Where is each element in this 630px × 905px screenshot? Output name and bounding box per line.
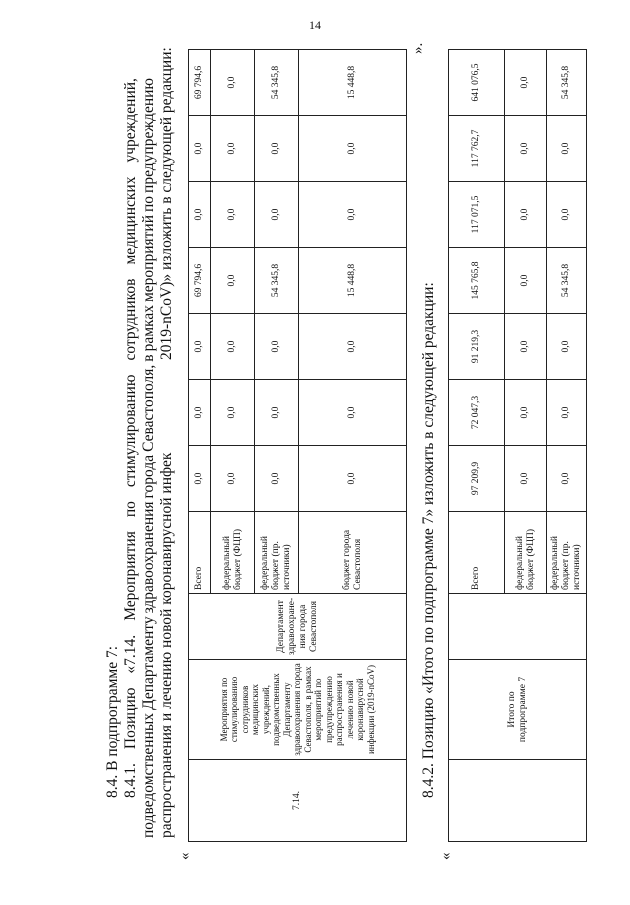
value-cell: 0,0 [255, 380, 299, 446]
value-cell: 0,0 [505, 314, 547, 380]
value-cell: 117 762,7 [449, 116, 505, 182]
value-cell: 0,0 [189, 380, 211, 446]
row-number: 7.14. [189, 760, 407, 842]
table-event-7-14 [188, 49, 407, 842]
word: «7.14. [122, 634, 139, 674]
item-8-4-1-line2 [140, 78, 158, 838]
value-cell: 145 765,8 [449, 248, 505, 314]
value-cell: 0,0 [211, 380, 255, 446]
executor: Департамент здравоохране-ния города Севастополя [189, 594, 407, 660]
value-cell: 0,0 [505, 446, 547, 512]
item-8-4-1-line1 [122, 78, 140, 798]
section-8-4-2-heading: 8.4.2. Позицию «Итого по подпрограмме 7» изложить в следующей редакции: [420, 282, 437, 798]
value-cell: 0,0 [189, 116, 211, 182]
word: сотрудников [122, 278, 139, 361]
value-cell: 0,0 [299, 314, 407, 380]
value-cell: 0,0 [505, 116, 547, 182]
value-cell: 54 345,8 [255, 50, 299, 116]
value-cell: 69 794,6 [189, 248, 211, 314]
value-cell: 15 448,8 [299, 50, 407, 116]
item-8-4-1-line3-left: распространения и лечению новой коронавирусной инфек [158, 452, 175, 838]
value-cell: 91 219,3 [449, 314, 505, 380]
source: федеральный бюджет (пр. источники) [255, 512, 299, 594]
word: Мероприятия [122, 531, 139, 621]
item-number: 8.4.1. [122, 763, 139, 798]
value-cell: 641 076,5 [449, 50, 505, 116]
value-cell: 0,0 [505, 380, 547, 446]
value-cell: 117 071,5 [449, 182, 505, 248]
open-quote-1: « [177, 852, 193, 860]
rotated-document-sheet [0, 20, 630, 880]
value-cell: 0,0 [505, 50, 547, 116]
word: по [122, 501, 139, 518]
value-cell: 0,0 [255, 314, 299, 380]
value-cell: 54 345,8 [547, 50, 587, 116]
value-cell: 0,0 [255, 182, 299, 248]
value-cell: 0,0 [255, 446, 299, 512]
value-cell: 97 209,9 [449, 446, 505, 512]
value-cell: 0,0 [189, 314, 211, 380]
value-cell: 0,0 [299, 182, 407, 248]
value-cell: 0,0 [505, 182, 547, 248]
value-cell: 0,0 [211, 50, 255, 116]
value-cell: 0,0 [547, 182, 587, 248]
value-cell: 54 345,8 [547, 248, 587, 314]
close-quote: ». [410, 42, 426, 54]
empty-cell [449, 594, 587, 660]
source: федеральный бюджет (пр. источники) [547, 512, 587, 594]
total-name: Итого по подпрограмме 7 [449, 660, 587, 760]
source: федеральный бюджет (ФЦП) [505, 512, 547, 594]
event-name: Мероприятия по стимулированию сотрудников медицинских учреждений, подведомственных Департаменту здравоохранения города Севастополя, в рамках мероприятий по предупреждению распространения и лечению новой коронавирусной инфекции (2019-nCoV) [189, 660, 407, 760]
open-quote-2: « [438, 852, 454, 860]
word: медицинских [122, 176, 139, 265]
source: бюджет города Севастополя [299, 512, 407, 594]
word: Департаменту [140, 616, 157, 710]
word: стимулированию [122, 374, 139, 488]
value-cell: 0,0 [211, 446, 255, 512]
table-subprogram-7-total [448, 49, 587, 842]
value-cell: 0,0 [547, 446, 587, 512]
value-cell: 0,0 [211, 116, 255, 182]
item-8-4-1-line3-right: 2019-nCoV)» изложить в следующей редакции: [158, 47, 175, 360]
value-cell: 0,0 [299, 446, 407, 512]
source: федеральный бюджет (ФЦП) [211, 512, 255, 594]
word: Позицию [122, 687, 139, 750]
word: предупреждению [140, 78, 157, 193]
source: Всего [189, 512, 211, 594]
word: в [140, 354, 157, 362]
value-cell: 0,0 [211, 314, 255, 380]
value-cell: 0,0 [211, 182, 255, 248]
value-cell: 69 794,6 [189, 50, 211, 116]
word: Севастополя, [140, 364, 157, 452]
value-cell: 15 448,8 [299, 248, 407, 314]
value-cell: 0,0 [547, 116, 587, 182]
empty-cell [449, 760, 587, 842]
word: подведомственных [140, 712, 157, 838]
word: по [140, 195, 157, 212]
word: рамках [140, 305, 157, 352]
value-cell: 0,0 [189, 182, 211, 248]
value-cell: 54 345,8 [255, 248, 299, 314]
value-cell: 0,0 [211, 248, 255, 314]
value-cell: 0,0 [299, 116, 407, 182]
word: учреждений, [122, 78, 139, 163]
word: города [140, 454, 157, 499]
value-cell: 0,0 [189, 446, 211, 512]
word: здравоохранения [140, 501, 157, 614]
section-8-4-heading: 8.4. В подпрограмме 7: [104, 645, 121, 798]
value-cell: 0,0 [547, 380, 587, 446]
value-cell: 0,0 [547, 314, 587, 380]
value-cell: 72 047,3 [449, 380, 505, 446]
page-number: 14 [309, 18, 321, 32]
value-cell: 0,0 [505, 248, 547, 314]
value-cell: 0,0 [255, 116, 299, 182]
word: мероприятий [140, 214, 157, 303]
value-cell: 0,0 [299, 380, 407, 446]
source: Всего [449, 512, 505, 594]
